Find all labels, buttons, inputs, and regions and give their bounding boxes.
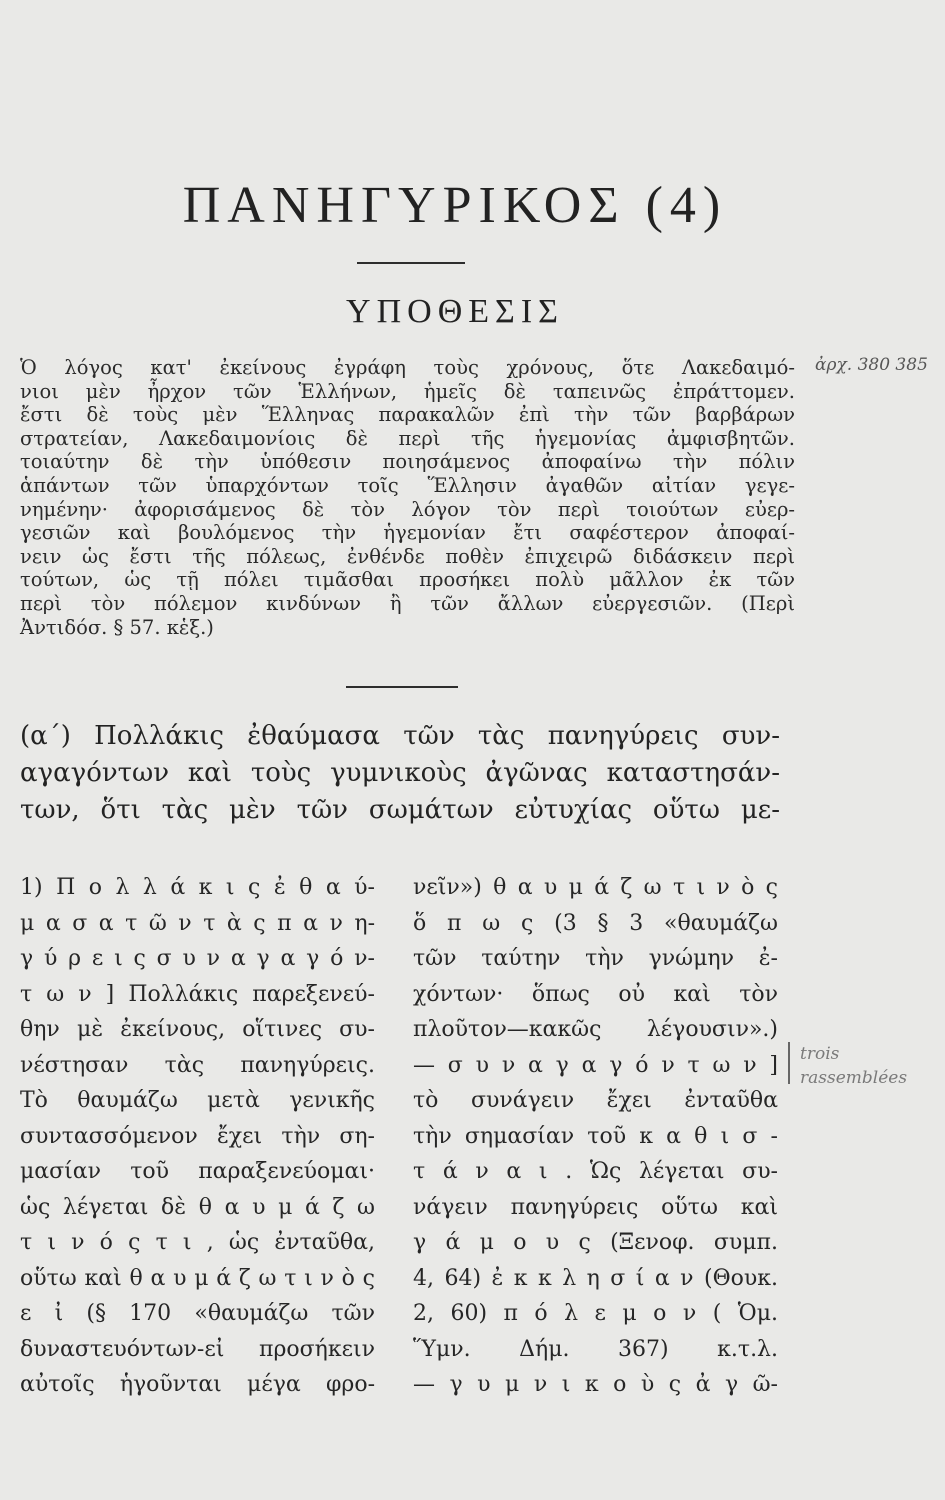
commentary-right-column xyxy=(413,870,778,1403)
commentary-line: τῶν ταύτην τὴν γνώμην ἐ- xyxy=(413,946,778,971)
margin-bracket xyxy=(788,1042,790,1084)
commentary-left-column xyxy=(20,870,375,1403)
argument-line: νημένην· ἀφορισάμενος δὲ τὸν λόγον τὸν περὶ τοιούτων εὐερ- xyxy=(20,497,795,521)
commentary-line: πλοῦτον—κακῶς λέγουσιν».) xyxy=(413,1017,778,1042)
commentary-line: συντασσόμενον ἔχει τὴν ση- xyxy=(20,1123,375,1149)
opening-line: (α΄) Πολλάκις ἐθαύμασα τῶν τὰς πανηγύρεις συν- xyxy=(20,721,780,751)
commentary-line: τὴν σημασίαν τοῦ κ α θ ι σ - xyxy=(413,1123,778,1149)
commentary-line: ὅ π ω ς (3 § 3 «θαυμάζω xyxy=(413,910,778,936)
page-title: ΠΑΝΗΓΥΡΙΚΟΣ (4) xyxy=(182,177,728,234)
commentary-line: δυναστευόντων-εἰ προσήκειν xyxy=(20,1336,375,1362)
argument-line: γεσιῶν καὶ βουλόμενος τὴν ἡγεμονίαν ἔτι σαφέστερον ἀποφαί- xyxy=(20,521,795,545)
section-subtitle: ΥΠΟΘΕΣΙΣ xyxy=(346,293,564,330)
argument-paragraph xyxy=(20,356,795,639)
commentary-line: 4, 64) ἐ κ κ λ η σ ί α ν (Θουκ. xyxy=(413,1265,778,1291)
commentary-line: 1) Π ο λ λ ά κ ι ς ἐ θ α ύ- xyxy=(20,875,375,900)
argument-line: ἁπάντων τῶν ὑπαρχόντων τοῖς Ἕλλησιν ἀγαθῶν αἰτίαν γεγε- xyxy=(20,473,795,497)
argument-line: ἔστι δὲ τοὺς μὲν Ἕλληνας παρακαλῶν ἐπὶ τὴν τῶν βαρβάρων xyxy=(20,403,795,427)
commentary-line: — γ υ μ ν ι κ ο ὺ ς ἀ γ ῶ- xyxy=(413,1372,778,1397)
argument-line: Ὁ λόγος κατ' ἐκείνους ἐγράφη τοὺς χρόνους, ὅτε Λακεδαιμό- xyxy=(20,356,795,379)
title-divider xyxy=(357,262,465,264)
commentary-line: νάγειν πανηγύρεις οὕτω καὶ xyxy=(413,1194,778,1220)
commentary-line: τὸ συνάγειν ἔχει ἐνταῦθα xyxy=(413,1088,778,1113)
commentary-line: νέστησαν τὰς πανηγύρεις. xyxy=(20,1052,375,1078)
opening-line: αγαγόντων καὶ τοὺς γυμνικοὺς ἀγῶνας καταστησάν- xyxy=(20,758,780,788)
commentary-line: χόντων· ὅπως οὐ καὶ τὸν xyxy=(413,981,778,1007)
commentary-line: μ α σ α τ ῶ ν τ ὰ ς π α ν η- xyxy=(20,910,375,936)
argument-line: Ἀντιδόσ. § 57. κἑξ.) xyxy=(20,615,214,639)
argument-line: τοιαύτην δὲ τὴν ὑπόθεσιν ποιησάμενος ἀποφαίνω τὴν πόλιν xyxy=(20,450,795,474)
opening-line: των, ὅτι τὰς μὲν τῶν σωμάτων εὐτυχίας οὕτω με- xyxy=(20,795,780,825)
argument-line: νειν ὡς ἔστι τῆς πόλεως, ἐνθένδε ποθὲν ἐπιχειρῶ διδάσκειν περὶ xyxy=(20,544,795,568)
commentary-line: ὡς λέγεται δὲ θ α υ μ ά ζ ω xyxy=(20,1194,375,1220)
commentary-line: Τὸ θαυμάζω μετὰ γενικῆς xyxy=(20,1088,375,1113)
commentary-line: — σ υ ν α γ α γ ό ν τ ω ν ] xyxy=(413,1052,778,1078)
opening-text xyxy=(20,718,780,829)
argument-line: περὶ τὸν πόλεμον κινδύνων ἢ τῶν ἄλλων εὐεργεσιῶν. (Περὶ xyxy=(20,591,795,615)
margin-date-note: ἀρχ. 380 385 xyxy=(815,355,928,375)
commentary-line: μασίαν τοῦ παραξενεύομαι· xyxy=(20,1159,375,1184)
argument-line: στρατείαν, Λακεδαιμονίοις δὲ περὶ τῆς ἡγεμονίας ἀμφισβητῶν. xyxy=(20,426,795,450)
commentary-line: τ ι ν ό ς τ ι , ὡς ἐνταῦθα, xyxy=(20,1230,375,1255)
commentary-line: τ ω ν ] Πολλάκις παρεξενεύ- xyxy=(20,981,375,1007)
commentary-line: ε ἰ (§ 170 «θαυμάζω τῶν xyxy=(20,1301,375,1326)
argument-line: νιοι μὲν ἦρχον τῶν Ἑλλήνων, ἡμεῖς δὲ ταπεινῶς ἐπράττομεν. xyxy=(20,379,795,403)
commentary-line: οὕτω καὶ θ α υ μ ά ζ ω τ ι ν ὸ ς xyxy=(20,1265,375,1291)
commentary-line: γ ά μ ο υ ς (Ξενοφ. συμπ. xyxy=(413,1230,778,1255)
argument-line: τούτων, ὡς τῇ πόλει τιμᾶσθαι προσήκει πολὺ μᾶλλον ἐκ τῶν xyxy=(20,568,795,592)
commentary-line: 2, 60) π ό λ ε μ ο ν ( Ὁμ. xyxy=(413,1301,778,1326)
commentary-line: θην μὲ ἐκείνους, οἵτινες συ- xyxy=(20,1017,375,1042)
commentary-line: τ ά ν α ι . Ὡς λέγεται συ- xyxy=(413,1159,778,1184)
commentary-line: νεῖν») θ α υ μ ά ζ ω τ ι ν ὸ ς xyxy=(413,875,778,900)
commentary-line: γ ύ ρ ε ι ς σ υ ν α γ α γ ό ν- xyxy=(20,946,375,971)
section-divider xyxy=(346,686,458,688)
commentary-line: Ὕμν. Δήμ. 367) κ.τ.λ. xyxy=(413,1336,778,1362)
handwritten-margin-note: trois rassemblées xyxy=(800,1044,908,1088)
commentary-line: αὐτοῖς ἡγοῦνται μέγα φρο- xyxy=(20,1372,375,1397)
